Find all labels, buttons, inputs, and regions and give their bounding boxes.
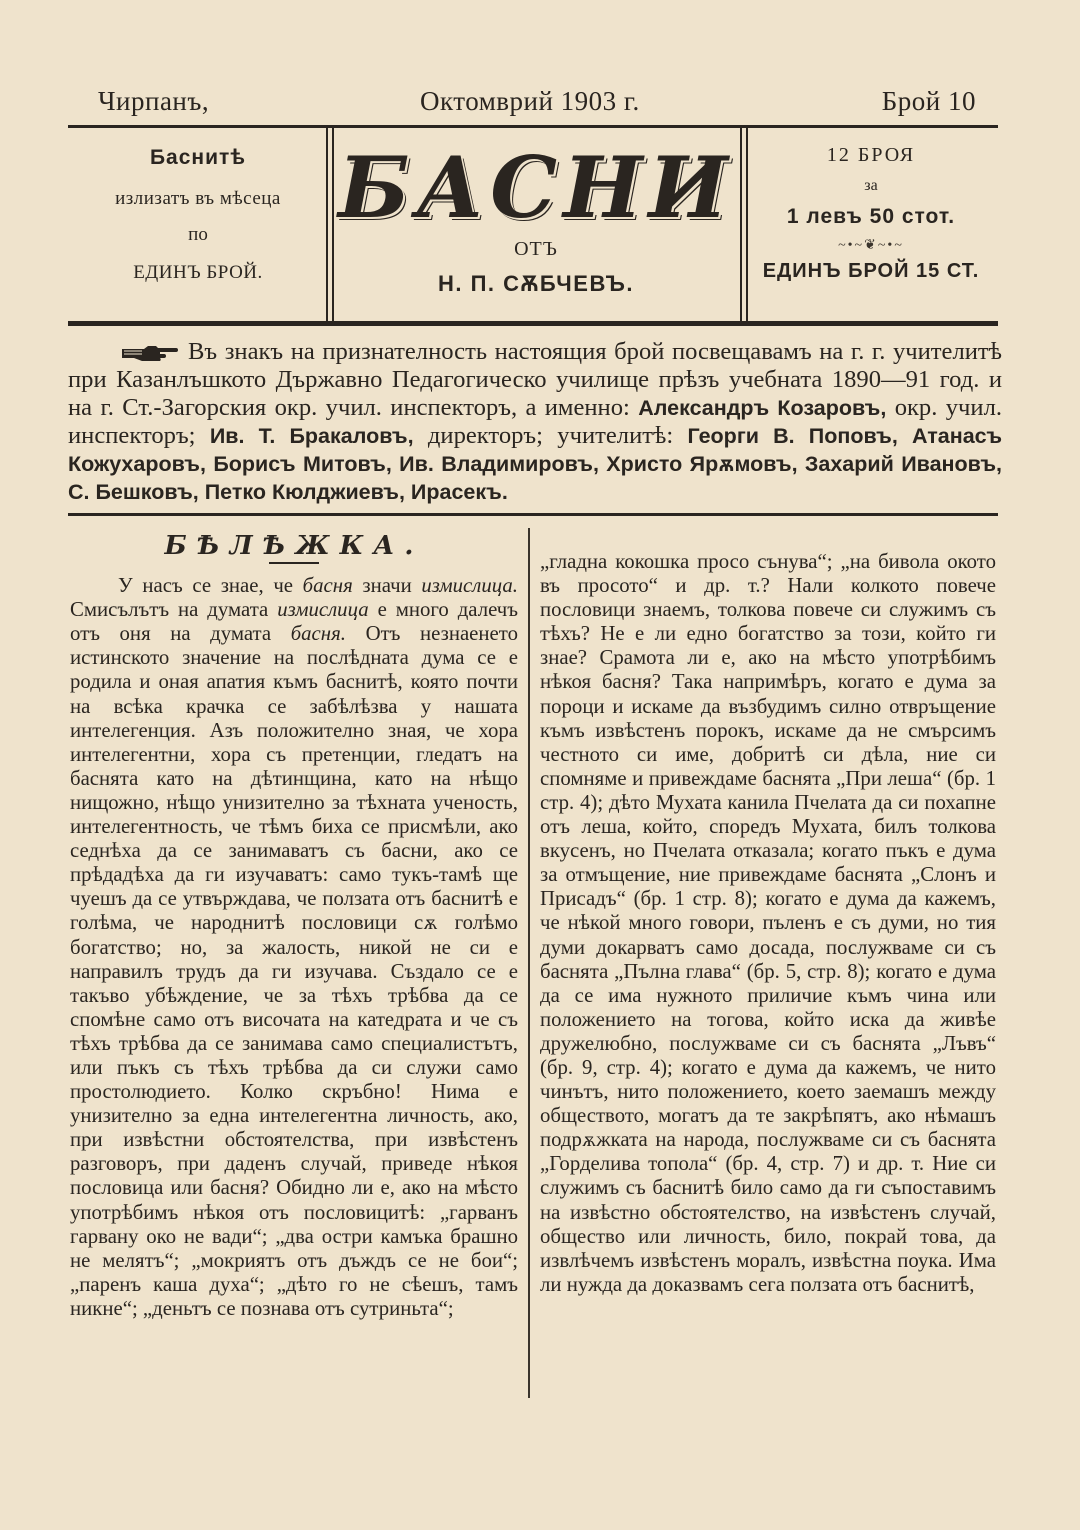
dedication-role-1: окр. учил. инспекторъ;	[68, 394, 1002, 449]
publication-frequency-box	[68, 128, 328, 323]
dedication-names-3: Георги В. Поповъ, Атанасъ Кожухаровъ, Борисъ Митовъ, Ив. Владимировъ, Христо Ярѫмовъ, Захарий Ивановъ, С. Бешковъ, Петко Кюлджиевъ, Ирасекъ.	[68, 424, 1002, 504]
issue-number: Брой 10	[881, 86, 976, 116]
pointing-hand-icon	[120, 344, 180, 362]
dedication-paragraph	[68, 338, 1002, 506]
dedication-lead: Въ знакъ на признателность настоящия брой посвещавамъ на г. г. учителитѣ при Казанлъшкото Държавно Педагогическо училище прѣзъ учебната 1890—91 год. и на г. Ст.-Загорския окр. учил. инспекторъ, а именно:	[68, 338, 1002, 421]
article-paragraph-1: У насъ се знае, че басня значи измислица. Смисълътъ на думата измислица е много далечъ отъ оня на думата басня. Отъ незнаенето истинското значение на послѣдната дума се е родила и оная апатия къмъ баснитѣ, която почти на всѣка крачка се забѣлѣзва у нашата интелегенция. Азъ положително зная, че хора интелегентни, хора съ претенции, гледатъ на баснята като на дѣтинщина, като на нѣщо нищожно, нѣщо унизително за тѣхната ученость, интелегентность, че тѣмъ биха се присмѣли, ако седнѣха да се занимаватъ съ басни, ако се прѣдадѣха да ги изучаватъ: само тукъ-тамѣ ще чуешъ да се утвърждава, че ползата отъ баснитѣ е голѣма, че народнитѣ пословици сѫ голѣмо богатство; но, за жалость, никой не си е направилъ трудъ да ги изучава. Създало се е такъво убѣждение, че за тѣхъ трѣбва да се спомѣне само отъ височата на катедрата и че съ тѣхъ трѣбва да се занимава само специалистътъ, или пъкъ съ тѣхъ трѣбва да си служи само простолюдието. Колко скръбно! Нима е унизително за една интелегентна личность, ако, при извѣстни обстоятелства, при извѣстенъ разговоръ, при даденъ случай, приведе нѣкоя пословица или басня? Обидно ли е, ако на мѣсто употрѣбимъ нѣкоя отъ пословицитѣ: „гарванъ гарвану око не вади“; „два остри камъка брашно не мелятъ“; „мокриятъ отъ дъждъ се не бои“; „паренъ каша духа“; „дѣто го не сѣешъ, тамъ никне“; „деньтъ се познава отъ сутриньта“;	[70, 574, 519, 1320]
ornament-divider: ~•~❦~•~	[838, 238, 904, 253]
heading-rule	[269, 562, 319, 564]
frequency-line-4: ЕДИНЪ БРОЙ.	[133, 262, 263, 283]
masthead-bottom-rule	[68, 321, 998, 326]
price-line-1: 12 БРОЯ	[826, 144, 916, 166]
header-line	[70, 86, 998, 126]
article-heading: БѢЛѢЖКА.	[164, 531, 424, 561]
article-paragraph-2: „гладна кокошка просо сънува“; „на бивола окото въ просото“ и др. т.? Нали колкото повече пословици знаемъ, толкова повече си служимъ съ тѣхъ? Не е ли едно богатство за този, който ги знае? Срамота ли е, ако на мѣсто употрѣбимъ нѣкоя басня? Така напримѣръ, когато е дума за пороци и искаме да възбудимъ силно отвръщение къмъ извѣстенъ порокъ, искаме да не смърсимъ честното си име, добритѣ си дѣла, ние си спомняме и привеждаме баснята „При леша“ (бр. 1 стр. 4); дѣто Мухата канила Пчелата да си похапне отъ леша, който, споредъ Мухата, билъ толкова вкусенъ, но Пчелата отказала; когато пъкъ е дума за отмъщение, ние привеждаме баснята „Слонъ и Присадъ“ (бр. 1 стр. 8); когато е дума да кажемъ, че нѣкой много говори, пъленъ е съ думи, но тия думи докарватъ само досада, послужваме си съ баснята „Пълна глава“ (бр. 5, стр. 8); когато е дума да се има нужното приличие къмъ чина или положението на тогова, който иска да живѣе дружелюбно, послужваме си съ баснята „Лъвъ“ (бр. 9, стр. 4); когато е дума да кажемъ, че нито чинътъ, нито положението, което заемашъ между обществото, могатъ да те закрѣпятъ, ако нѣмашъ подрѫжката на народа, послужваме си съ баснята „Горделива топола“ (бр. 4, стр. 7) и др. т. Ние си служимъ съ баснитѣ било само да ги съпоставимъ на извѣстно обстоятелство, на извѣстенъ случай, общество или личность, било, покрай това, да извлѣчемъ извѣстенъ моралъ, извѣстна поука. Има ли нужда да доказвамъ сега ползата отъ баснитѣ,	[540, 550, 996, 1296]
issue-date: Октомврий 1903 г.	[420, 86, 640, 116]
article-left-column	[70, 530, 518, 1321]
frequency-line-3: по	[188, 224, 208, 245]
price-line-3: 1 левъ 50 стот.	[786, 205, 956, 228]
frequency-line-2: излизатъ въ мѣсеца	[115, 188, 281, 209]
price-line-4: ЕДИНЪ БРОЙ 15 СТ.	[762, 260, 980, 282]
title-box	[330, 128, 742, 323]
publication-title: БАСНИ	[338, 138, 734, 237]
by-label: ОТЪ	[514, 238, 558, 260]
price-line-2: за	[864, 177, 878, 194]
price-box	[744, 128, 998, 323]
frequency-line-1: Баснитѣ	[149, 146, 247, 169]
city: Чирпанъ,	[98, 86, 210, 116]
masthead	[68, 128, 998, 323]
dedication-role-2: директоръ; учителитѣ:	[427, 422, 674, 449]
column-separator	[528, 528, 530, 1398]
author-name: Н. П. СѪБЧЕВЪ.	[438, 271, 634, 296]
dedication-name-1: Александръ Козаровъ,	[638, 396, 887, 420]
dedication-bottom-rule	[68, 513, 998, 516]
article-right-column	[540, 550, 996, 1297]
dedication-name-2: Ив. Т. Бракаловъ,	[209, 424, 414, 448]
